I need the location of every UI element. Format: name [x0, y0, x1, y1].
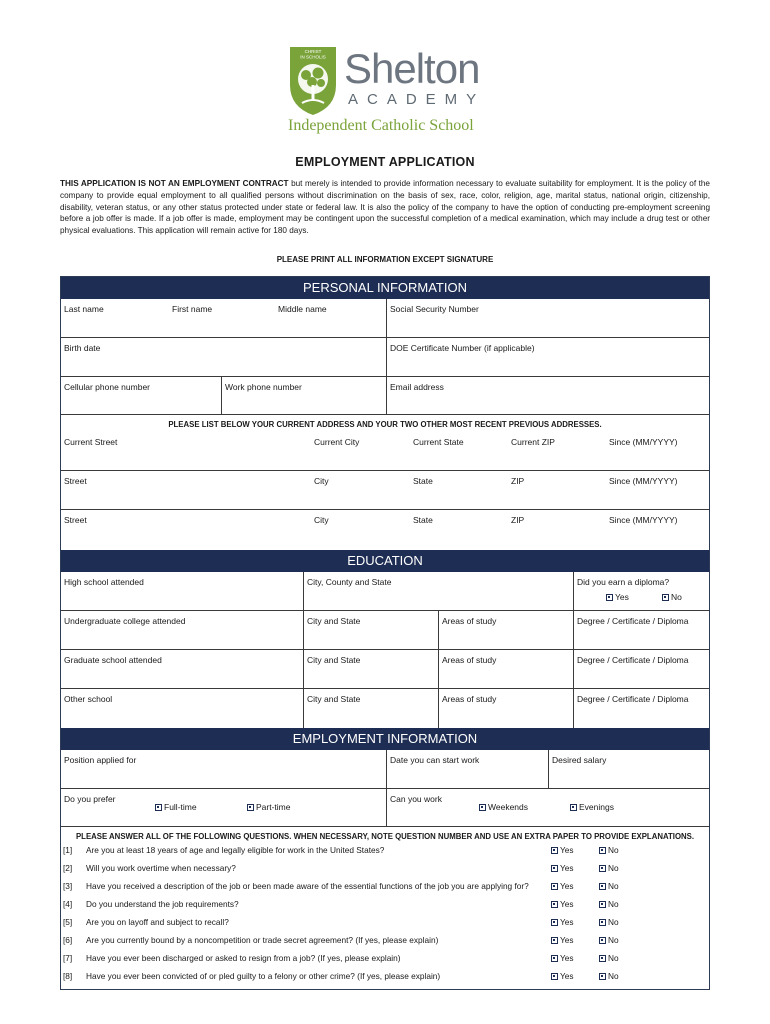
education-row[interactable]	[61, 611, 709, 650]
question-text: Have you ever been discharged or asked to resign from a job? (If yes, please explain)	[86, 953, 401, 963]
street-label: Current Street	[64, 437, 118, 447]
address-row[interactable]	[61, 471, 709, 510]
question-text: Are you on layoff and subject to recall?	[86, 917, 229, 927]
document-title: EMPLOYMENT APPLICATION	[295, 155, 475, 169]
work-phone-field[interactable]	[221, 377, 386, 414]
question-number: [1]	[63, 845, 73, 855]
school-label: Undergraduate college attended	[64, 616, 186, 626]
question-no-option[interactable]: No	[599, 881, 619, 891]
salary-label: Desired salary	[552, 755, 607, 765]
print-note: PLEASE PRINT ALL INFORMATION EXCEPT SIGNATURE	[276, 255, 494, 264]
checkbox-icon[interactable]	[551, 883, 558, 890]
education-row[interactable]	[61, 689, 709, 729]
first-name-field[interactable]	[169, 299, 279, 337]
application-form	[60, 276, 710, 990]
can-work-label: Can you work	[390, 794, 442, 804]
question-row	[61, 971, 709, 989]
study-areas-label: Areas of study	[438, 650, 573, 688]
question-number: [3]	[63, 881, 73, 891]
checkbox-icon[interactable]	[599, 865, 606, 872]
checkbox-icon[interactable]	[599, 973, 606, 980]
hs-location-field[interactable]	[303, 572, 573, 610]
question-row	[61, 863, 709, 881]
can-work-field	[386, 789, 709, 826]
question-text: Have you received a description of the job or been made aware of the essential functions of the job you are applying for?	[86, 881, 529, 891]
weekends-option[interactable]: Weekends	[479, 802, 528, 812]
zip-label: ZIP	[511, 476, 525, 486]
address-row[interactable]	[61, 432, 709, 471]
checkbox-icon[interactable]	[551, 919, 558, 926]
state-label: State	[413, 476, 433, 486]
position-row	[61, 750, 709, 789]
checkbox-icon[interactable]	[570, 804, 577, 811]
question-no-option[interactable]: No	[599, 899, 619, 909]
question-text: Do you understand the job requirements?	[86, 899, 239, 909]
school-logo	[288, 45, 488, 137]
checkbox-icon[interactable]	[551, 973, 558, 980]
question-yes-option[interactable]: Yes	[551, 971, 574, 981]
doe-field[interactable]	[386, 338, 709, 376]
state-label: State	[413, 515, 433, 525]
evenings-option[interactable]: Evenings	[570, 802, 614, 812]
question-number: [6]	[63, 935, 73, 945]
checkbox-icon[interactable]	[599, 937, 606, 944]
diploma-question: Did you earn a diploma?	[577, 577, 670, 587]
employment-heading: EMPLOYMENT INFORMATION	[61, 728, 709, 750]
school-location-label: City and State	[303, 611, 438, 649]
work-phone-label: Work phone number	[225, 382, 302, 392]
zip-label: ZIP	[511, 515, 525, 525]
email-label: Email address	[390, 382, 444, 392]
address-note: PLEASE LIST BELOW YOUR CURRENT ADDRESS AND YOUR TWO OTHER MOST RECENT PREVIOUS ADDRESSES.	[168, 420, 602, 429]
question-yes-option[interactable]: Yes	[551, 899, 574, 909]
shield-tree-icon	[288, 45, 338, 117]
question-row	[61, 881, 709, 899]
school-location-label: City and State	[303, 689, 438, 729]
school-label: Other school	[64, 694, 113, 704]
question-text: Are you at least 18 years of age and legally eligible for work in the United States?	[86, 845, 385, 855]
checkbox-icon[interactable]	[599, 901, 606, 908]
checkbox-icon[interactable]	[479, 804, 486, 811]
prefer-field	[61, 789, 386, 826]
intro-rest: but merely is intended to provide information necessary to evaluate suitability for employment. It is the policy of the company to provide equal employment to all qualified persons without discrimination on the basis of sex, race, color, religion, age, marital status, national origin, citizenship, disability, veteran status, or any other status protected under state or federal law. It is also the policy of the company to have the option of conducting pre-employment screening before a job offer is made. If a job offer is made, employment may be contingent upon the successful completion of a medical examination, which may include a drug test or other physical evaluations. This application will remain active for 180 days.	[60, 179, 710, 236]
birth-date-label: Birth date	[64, 343, 101, 353]
question-no-option[interactable]: No	[599, 917, 619, 927]
checkbox-icon[interactable]	[599, 955, 606, 962]
middle-name-field[interactable]	[275, 299, 385, 337]
state-label: Current State	[413, 437, 464, 447]
city-label: City	[314, 515, 329, 525]
question-text: Will you work overtime when necessary?	[86, 863, 236, 873]
question-number: [7]	[63, 953, 73, 963]
question-row	[61, 899, 709, 917]
checkbox-icon[interactable]	[599, 883, 606, 890]
checkbox-icon[interactable]	[551, 937, 558, 944]
degree-label: Degree / Certificate / Diploma	[573, 689, 709, 729]
last-name-label: Last name	[64, 304, 104, 314]
ssn-label: Social Security Number	[390, 304, 479, 314]
email-field[interactable]	[386, 377, 709, 414]
question-text: Are you currently bound by a noncompetition or trade secret agreement? (If yes, please explain)	[86, 935, 439, 945]
city-label: City	[314, 476, 329, 486]
birth-row	[61, 338, 709, 377]
since-label: Since (MM/YYYY)	[609, 476, 678, 486]
logo-tagline: Independent Catholic School	[288, 117, 474, 134]
first-name-label: First name	[172, 304, 213, 314]
checkbox-icon[interactable]	[551, 955, 558, 962]
doe-label: DOE Certificate Number (if applicable)	[390, 343, 535, 353]
question-no-option[interactable]: No	[599, 845, 619, 855]
street-label: Street	[64, 476, 87, 486]
street-label: Street	[64, 515, 87, 525]
question-row	[61, 953, 709, 971]
study-areas-label: Areas of study	[438, 611, 573, 649]
address-row[interactable]	[61, 510, 709, 549]
question-yes-option[interactable]: Yes	[551, 917, 574, 927]
logo-name: Shelton	[344, 45, 480, 92]
study-areas-label: Areas of study	[438, 689, 573, 729]
school-location-label: City and State	[303, 650, 438, 688]
diploma-yes-option[interactable]: Yes	[606, 592, 629, 602]
position-field[interactable]	[61, 750, 386, 788]
intro-paragraph	[60, 178, 710, 237]
question-no-option[interactable]: No	[599, 935, 619, 945]
high-school-row	[61, 572, 709, 611]
school-label: Graduate school attended	[64, 655, 162, 665]
since-label: Since (MM/YYYY)	[609, 437, 678, 447]
question-yes-option[interactable]: Yes	[551, 881, 574, 891]
question-no-option[interactable]: No	[599, 971, 619, 981]
education-row[interactable]	[61, 650, 709, 689]
logo-sub: ACADEMY	[348, 91, 486, 108]
last-name-field[interactable]	[61, 299, 171, 337]
checkbox-icon[interactable]	[662, 594, 669, 601]
high-school-label: High school attended	[64, 577, 144, 587]
question-no-option[interactable]: No	[599, 863, 619, 873]
question-yes-option[interactable]: Yes	[551, 953, 574, 963]
shield-motto-bottom: IN SCHOLIS	[300, 54, 326, 60]
middle-name-label: Middle name	[278, 304, 327, 314]
question-row	[61, 917, 709, 935]
question-row	[61, 845, 709, 863]
start-date-field[interactable]	[386, 750, 548, 788]
birth-date-field[interactable]	[61, 338, 386, 376]
start-date-label: Date you can start work	[390, 755, 480, 765]
checkbox-icon[interactable]	[606, 594, 613, 601]
question-number: [4]	[63, 899, 73, 909]
phone-row	[61, 377, 709, 415]
availability-row	[61, 789, 709, 827]
diploma-no-option[interactable]: No	[662, 592, 682, 602]
question-number: [5]	[63, 917, 73, 927]
salary-field[interactable]	[548, 750, 709, 788]
question-text: Have you ever been convicted of or pled guilty to a felony or other crime? (If yes, please explain)	[86, 971, 441, 981]
hs-location-label: City, County and State	[307, 577, 392, 587]
checkbox-icon[interactable]	[155, 804, 162, 811]
degree-label: Degree / Certificate / Diploma	[573, 611, 709, 649]
question-row	[61, 935, 709, 953]
checkbox-icon[interactable]	[551, 865, 558, 872]
cell-phone-label: Cellular phone number	[64, 382, 150, 392]
full-time-option[interactable]: Full-time	[155, 802, 197, 812]
intro-bold: THIS APPLICATION IS NOT AN EMPLOYMENT CONTRACT	[60, 179, 289, 188]
question-yes-option[interactable]: Yes	[551, 935, 574, 945]
question-no-option[interactable]: No	[599, 953, 619, 963]
question-yes-option[interactable]: Yes	[551, 863, 574, 873]
questions-note: PLEASE ANSWER ALL OF THE FOLLOWING QUESTIONS. WHEN NECESSARY, NOTE QUESTION NUMBER AND USE AN EXTRA PAPER TO PROVIDE EXPLANATIONS.	[75, 832, 694, 841]
zip-label: Current ZIP	[511, 437, 555, 447]
question-number: [2]	[63, 863, 73, 873]
checkbox-icon[interactable]	[551, 847, 558, 854]
checkbox-icon[interactable]	[247, 804, 254, 811]
diploma-field	[573, 572, 709, 610]
name-row	[61, 299, 709, 338]
since-label: Since (MM/YYYY)	[609, 515, 678, 525]
question-yes-option[interactable]: Yes	[551, 845, 574, 855]
ssn-field[interactable]	[386, 299, 709, 337]
shield-motto-top: CHRIST	[304, 49, 322, 54]
prefer-label: Do you prefer	[64, 794, 116, 804]
city-label: Current City	[314, 437, 360, 447]
checkbox-icon[interactable]	[551, 901, 558, 908]
part-time-option[interactable]: Part-time	[247, 802, 290, 812]
checkbox-icon[interactable]	[599, 847, 606, 854]
personal-heading: PERSONAL INFORMATION	[61, 277, 709, 299]
degree-label: Degree / Certificate / Diploma	[573, 650, 709, 688]
cell-phone-field[interactable]	[61, 377, 221, 414]
checkbox-icon[interactable]	[599, 919, 606, 926]
position-label: Position applied for	[64, 755, 137, 765]
high-school-field[interactable]	[61, 572, 303, 610]
education-heading: EDUCATION	[61, 550, 709, 572]
question-number: [8]	[63, 971, 73, 981]
